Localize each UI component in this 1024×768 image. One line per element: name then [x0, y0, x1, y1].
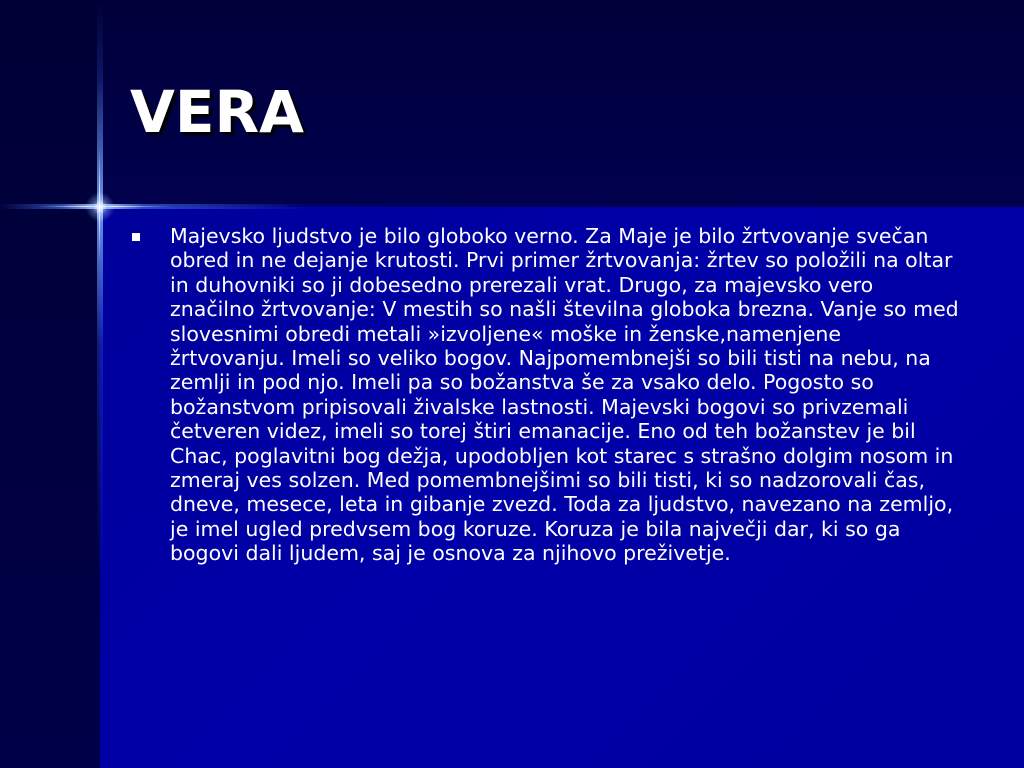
bullet-list	[130, 224, 960, 566]
left-band	[0, 0, 100, 768]
sparkle-star-icon	[85, 192, 115, 222]
sparkle-vertical-line	[97, 0, 103, 768]
square-bullet-icon	[132, 233, 140, 241]
bullet-text: Majevsko ljudstvo je bilo globoko verno. Za Maje je bilo žrtvovanje svečan obred in ne dejanje krutosti. Prvi primer žrtvovanja: žrtev so položili na oltar in duhovniki so ji dobesedno prerezali vrat. Drugo, za majevsko vero značilno žrtvovanje: V mestih so našli številna globoka brezna. Vanje so med slovesnimi obredi metali »izvoljene« moške in ženske,namenjene žrtvovanju. Imeli so veliko bogov. Najpomembnejši so bili tisti na nebu, na zemlji in pod njo. Imeli pa so božanstva še za vsako delo. Pogosto so božanstvom pripisovali živalske lastnosti. Majevski bogovi so privzemali četveren videz, imeli so torej štiri emanacije. Eno od teh božanstev je bil Chac, poglavitni bog dežja, upodobljen kot starec s strašno dolgim nosom in zmeraj ves solzen. Med pomembnejšimi so bili tisti, ki so nadzorovali čas, dneve, mesece, leta in gibanje zvezd. Toda za ljudstvo, navezano na zemljo, je imel ugled predvsem bog koruze. Koruza je bila največji dar, ki so ga bogovi dali ljudem, saj je osnova za njihovo preživetje.	[170, 224, 959, 566]
slide-title: VERA	[130, 78, 305, 146]
bullet-item	[130, 224, 960, 566]
